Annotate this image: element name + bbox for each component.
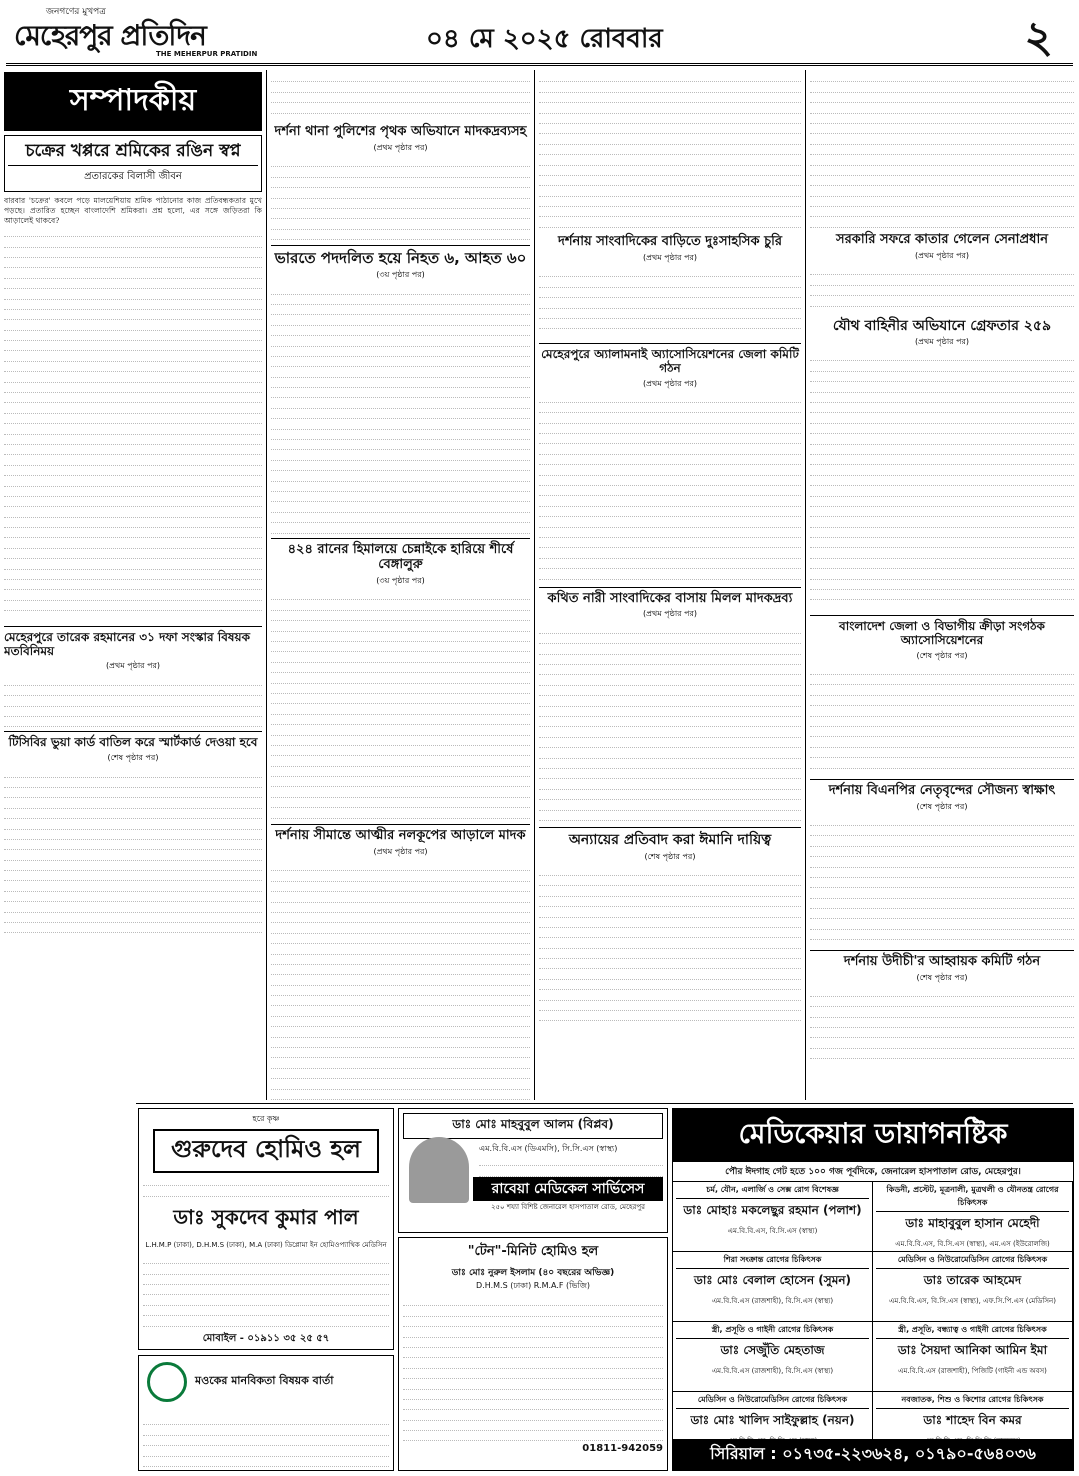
continued-label: (৩য় পৃষ্ঠার পর) [376,270,425,280]
doctor-photo [409,1137,469,1203]
article-body [4,675,262,727]
ad-ten-phone: 01811-942059 [582,1443,663,1455]
ad-homeo-doctor: ডাঃ সুকদেব কুমার পাল [173,1204,359,1229]
headline-bnp-courtesy: দর্শনায় বিএনপির নেতৃবৃন্দের সৌজন্য স্বাক্ষাৎ [828,782,1056,798]
editorial-headline: চক্রের খপ্পরে শ্রমিকের রঙিন স্বপ্ন [8,142,258,166]
ad-medicare-address: পৌর ঈদগাহ গেট হতে ১০০ গজ পূর্বদিকে, জেনারেল হাসপাতাল রোড, মেহেরপুর। [673,1162,1073,1182]
doctor-name: ডাঃ তারেক আহমেদ [923,1273,1022,1287]
masthead [6,4,1073,66]
doctor-degree: এম.বি.বি.এস (রাজশাহী), বি.সি.এস (স্বাস্থ্য) [711,1367,834,1375]
article-body [539,267,801,339]
issue-date: ০৪ মে ২০২৫ রোববার [426,24,663,54]
continued-label: (শেষ পৃষ্ঠার পর) [916,972,968,982]
article-body [539,72,801,232]
headline-bengaluru: ৪২৪ রানের হিমালয়ে চেন্নাইকে হারিয়ে শীর্ষে বেঙ্গালুরু [287,542,514,573]
article-body [810,816,1074,946]
article-body [539,393,801,583]
column-rule [534,70,535,1100]
doctor-specialty: স্ত্রী, প্রসূতি ও গাইনী রোগের চিকিৎসক [676,1324,869,1339]
column-rule [805,70,806,1100]
doctor-degree: এম.বি.বি.এস, বি.সি.এস (স্বাস্থ্য), এম.এস (ইউরোলজি) [895,1240,1050,1248]
doctor-card [873,1252,1073,1322]
column-news-4 [810,72,1074,1102]
article-body [810,265,1074,315]
doctor-name: ডাঃ সৈয়দা আনিকা আমিন ইমা [897,1343,1048,1357]
article-body [4,767,262,937]
ad-homeo-degree: L.H.M.P (ঢাকা), D.H.M.S (ঢাকা), M.A (ঢাকা) ডিপ্লোমা ইন হোমিওপ্যাথিক মেডিসিন [145,1240,387,1249]
continued-label: (প্রথম পৃষ্ঠার পর) [642,252,698,262]
editorial-title-box [4,135,262,192]
ad-ten-doctor: ডাঃ মোঃ নুরুল ইসলাম (৪০ বছরের অভিজ্ঞ) [451,1268,615,1278]
doctor-degree: এম.বি.বি.এস (রাজশাহী), পিজিটি (গাইনী এন্ড অবস) [898,1367,1047,1375]
doctor-name: ডাঃ মাহাবুবুল হাসান মেহেদী [905,1216,1040,1230]
doctor-specialty: নবজাতক, শিশু ও কিশোর রোগের চিকিৎসক [876,1394,1069,1409]
headline-darshana-border: দর্শনায় সীমান্তে আত্মীর নলকূপের আড়ালে মাদক [275,828,526,844]
editorial-section-title: সম্পাদকীয় [69,83,197,118]
doctor-name: ডাঃ মোঃ খালিদ সাইফুল্লাহ (নয়ন) [690,1413,855,1427]
continued-label: (প্রথম পৃষ্ঠার পর) [373,142,428,152]
article-body [810,665,1074,775]
ad-humanity-title: মওকের মানবিকতা বিষয়ক বার্তা [195,1374,334,1387]
ad-top-line: হরে কৃষ্ণ [252,1114,280,1123]
article-body [539,866,801,1026]
editorial-subtitle: প্রতারকের বিলাসী জীবন [84,170,182,182]
headline-tcb-card: টিসিবির ভুয়া কার্ড বাতিল করে স্মার্টকার্ড দেওয়া হবে [8,735,258,750]
headline-army-chief-qatar: সরকারি সফরে কাতার গেলেন সেনাপ্রধান [836,232,1048,247]
continued-label: (শেষ পৃষ্ঠার পর) [644,851,696,861]
ad-logo-icon [147,1362,187,1402]
headline-darshana-police: দর্শনা থানা পুলিশের পৃথক অভিযানে মাদকদ্রব্যসহ [274,124,527,139]
continued-label: (প্রথম পৃষ্ঠার পর) [642,378,698,388]
continued-label: (প্রথম পৃষ্ঠার পর) [105,661,161,671]
doctor-specialty: মেডিসিন ও নিউরোমেডিসিন রোগের চিকিৎসক [876,1254,1069,1269]
column-rule [266,70,267,1100]
doctor-specialty: কিডনী, প্রস্টেট, মূত্রনালী, মুত্রথলী ও যৌনতন্ত্র রোগের চিকিৎসক [876,1184,1069,1212]
doctor-card [673,1322,873,1392]
editorial-body [4,227,262,622]
continued-label: (শেষ পৃষ্ঠার পর) [916,650,968,660]
continued-label: (৩য় পৃষ্ঠার পর) [376,576,425,586]
doctor-specialty: মেডিসিন ও নিউরোমেডিসিন রোগের চিকিৎসক [676,1394,869,1409]
masthead-tagline: জনগণের মুখপত্র [46,7,106,17]
headline-alumni-committee: মেহেরপুরে অ্যালামনাই অ্যাসোসিয়েশনের জেলা কমিটি গঠন [541,346,799,375]
editorial-banner [4,72,262,131]
ad-gurudev-homeo [138,1108,394,1350]
article-body [271,284,530,534]
continued-label: (শেষ পৃষ্ঠার পর) [916,801,968,811]
article-body [810,72,1074,230]
continued-label: (প্রথম পৃষ্ঠার পর) [373,847,428,856]
column-news-2 [271,72,530,1102]
ad-dr-mahbubul [398,1108,668,1233]
doctor-card [673,1182,873,1252]
doctor-card [873,1182,1073,1252]
doctor-name: ডাঃ মোহাঃ মকলেছুর রহমান (পলাশ) [683,1203,862,1217]
continued-label: (প্রথম পৃষ্ঠার পর) [914,337,970,347]
article-body [271,72,530,122]
masthead-title: মেহেরপুর প্রতিদিন [14,19,206,52]
doctor-degree: এম.বি.বি.এস (রাজশাহী), বি.সি.এস (স্বাস্থ্য) [711,1297,834,1305]
article-body [271,157,530,241]
doctor-specialty: চর্ম, যৌন, এলার্জি ও সেক্স রোগ বিশেষজ্ঞ [676,1184,869,1199]
doctor-grid [673,1182,1073,1462]
ad-humanity-message [138,1355,394,1471]
column-news-3 [539,72,801,1102]
continued-label: (প্রথম পৃষ্ঠার পর) [914,250,970,260]
doctor-specialty: স্ত্রী, প্রসূতি, বন্ধ্যাত্ব ও গাইনী রোগের চিকিৎসক [876,1324,1069,1339]
ad-medicare-serial: সিরিয়াল : ০১৭৩৫-২২৩৬২৪, ০১৭৯০-৫৬৪০৩৬ [673,1439,1073,1470]
headline-sports-organizers: বাংলাদেশ জেলা ও বিভাগীয় ক্রীড়া সংগঠক অ্যাসোসিয়েশনের [839,619,1045,647]
doctor-degree: এম.বি.বি.এস, বি.সি.এস (স্বাস্থ্য), এফ.সি.পি.এস (মেডিসিন) [889,1297,1056,1305]
article-body [810,987,1074,1077]
ads-top-rule [136,1103,1073,1104]
doctor-name: ডাঃ সেজুঁতি মেহতাজ [720,1343,825,1357]
doctor-name: ডাঃ শাহেদ বিন কমর [923,1413,1022,1427]
continued-label: (প্রথম পৃষ্ঠার পর) [642,609,698,619]
masthead-title-en: THE MEHERPUR PRATIDIN [156,50,258,58]
headline-joint-forces: যৌথ বাহিনীর অভিযানে গ্রেফতার ২৫৯ [832,317,1052,334]
editorial-lead: বারবার 'চক্রের' কবলে পড়ে মালয়েশিয়ায় শ্রমিক পাঠানোর কাজ প্রতিবন্ধকতার মুখে পড়ছে। প্রতারিত হচ্ছেন বাংলাদেশি শ্রমিকরা। প্রশ্ন হলো, এর সঙ্গে জড়িতরা কি আড়ালেই থাকবে? [4,195,262,226]
ad-bipplob-clinic: রাবেয়া মেডিকেল সার্ভিসেস [473,1177,663,1201]
ad-ten-minute-homeo [398,1237,668,1471]
ad-ten-title: "টেন"-মিনিট হোমিও হল [467,1244,599,1259]
ad-bipplob-degree: এম.বি.বি.এস (ডিএমসি), সি.সি.এস (স্বাস্থ্য) [479,1144,618,1153]
doctor-degree: এম.বি.বি.এস, বি.সি.এস (স্বাস্থ্য) [727,1227,818,1235]
article-body [271,861,530,1102]
headline-31-dofa: মেহেরপুরে তারেক রহমানের ৩১ দফা সংস্কার বিষয়ক মতবিনিময় [4,629,250,658]
ad-homeo-phone: মোবাইল - ০১৯১১ ৩৫ ২৫ ৫৭ [202,1332,330,1344]
article-body [271,590,530,820]
doctor-card [873,1322,1073,1392]
ad-ten-degree: D.H.M.S (ঢাকা) R.M.A.F (ভিজি) [476,1281,590,1290]
continued-label: (শেষ পৃষ্ঠার পর) [107,753,159,763]
article-body [810,351,1074,611]
page-number: ২ [1024,12,1053,63]
doctor-card [673,1252,873,1322]
article-body [539,623,801,823]
headline-india-stampede: ভারতে পদদলিত হয়ে নিহত ৬, আহত ৬০ [274,248,527,267]
headline-woman-journalist: কথিত নারী সাংবাদিকের বাসায় মিলল মাদকদ্রব্য [547,590,793,606]
headline-journalist-theft: দর্শনায় সাংবাদিকের বাড়িতে দুঃসাহসিক চুরি [557,234,782,249]
doctor-name: ডাঃ মোঃ বেলাল হোসেন (সুমন) [693,1273,852,1287]
column-editorial [4,72,262,1102]
doctor-specialty: শিরা সংক্রান্ত রোগের চিকিৎসক [676,1254,869,1269]
headline-udichi-committee: দর্শনায় উদীচী'র আহ্বায়ক কমিটি গঠন [843,953,1041,969]
headline-protest-duty: অন্যায়ের প্রতিবাদ করা ঈমানি দায়িত্ব [568,832,772,849]
ad-homeo-name: গুরুদেব হোমিও হল [153,1129,379,1173]
ad-bipplob-name: ডাঃ মোঃ মাহবুবুল আলম (বিপ্লব) [403,1113,663,1139]
ad-bipplob-address: ২৫০ শয্যা বিশিষ্ট জেনারেল হাসপাতাল রোড, মেহেরপুর [490,1202,646,1211]
ad-medicare-diagnostic [672,1108,1074,1471]
ad-medicare-title: মেডিকেয়ার ডায়াগনষ্টিক [673,1109,1073,1162]
